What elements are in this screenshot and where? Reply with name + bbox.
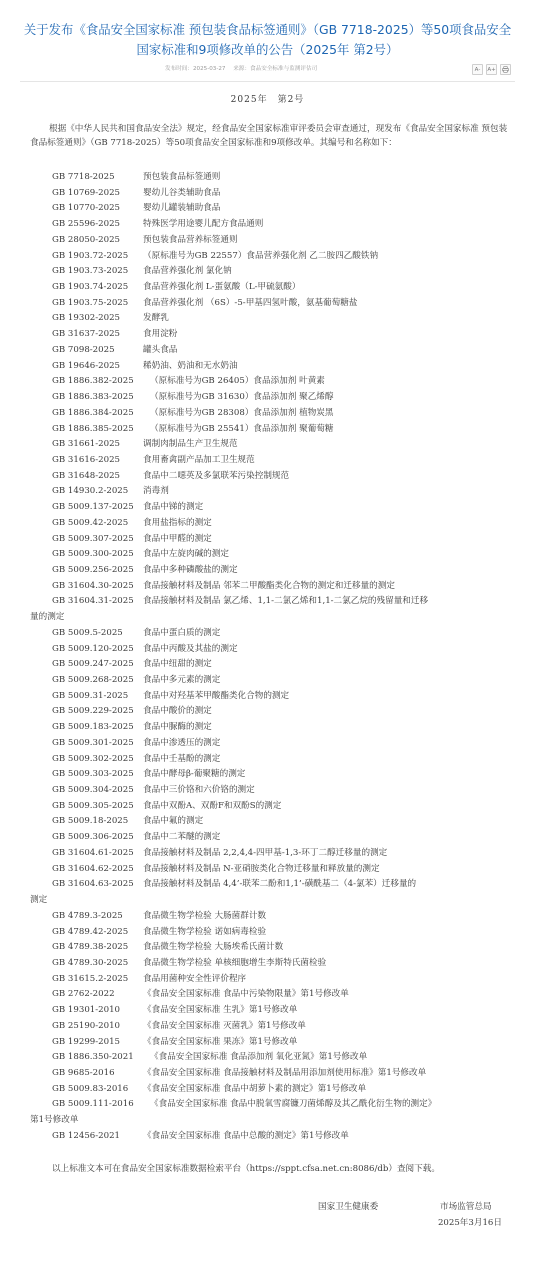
standard-code: GB 5009.31-2025 — [52, 690, 129, 701]
standard-name: 《食品安全国家标准 食品中胡萝卜素的测定》第1号修改单 — [143, 1083, 367, 1094]
standard-code: GB 5009.306-2025 — [52, 832, 134, 843]
standard-code: GB 5009.268-2025 — [52, 675, 134, 685]
standard-code: GB 12456-2021 — [52, 1130, 121, 1141]
standard-code: GB 5009.304-2025 — [52, 785, 134, 796]
list-item — [30, 704, 512, 720]
standard-name: 食品中氟的测定 — [143, 816, 204, 827]
standard-name: 食品中三价铬和六价铬的测定 — [143, 785, 255, 796]
signer-nhc: 国家卫生健康委 — [318, 1202, 379, 1212]
list-item — [30, 642, 512, 658]
list-item — [30, 877, 512, 893]
standard-name: 发酵乳 — [143, 313, 169, 324]
standard-name: （原标准号为GB 31630）食品添加剂 聚乙烯醇 — [150, 392, 334, 403]
font-decrease-button[interactable]: A- — [472, 64, 483, 75]
list-item — [30, 594, 512, 610]
standard-name: 特殊医学用途婴儿配方食品通则 — [143, 219, 264, 230]
standard-name: 《食品安全国家标准 食品接触材料及制品用添加剂使用标准》第1号修改单 — [143, 1067, 427, 1078]
standard-name: 消毒剂 — [143, 486, 169, 497]
standard-code: GB 1886.382-2025 — [52, 376, 134, 387]
standard-code: GB 4789.3-2025 — [52, 910, 123, 921]
standard-code: GB 31616-2025 — [52, 454, 121, 465]
standard-code: GB 31604.63-2025 — [52, 879, 134, 890]
standard-name: 食品中蛋白质的测定 — [143, 627, 221, 638]
list-item — [30, 956, 512, 972]
list-item — [30, 311, 512, 327]
standard-name: 食品接触材料及制品 N-亚硝胺类化合物迁移量和释放量的测定 — [143, 863, 380, 874]
standard-name: 食品中丙酸及其盐的测定 — [143, 643, 238, 654]
list-item — [30, 1129, 512, 1145]
standard-name: 食品中锑的测定 — [143, 502, 204, 513]
list-item — [30, 186, 512, 202]
header-divider — [20, 81, 515, 82]
standard-name: 《食品安全国家标准 食品添加剂 氧化亚氮》第1号修改单 — [150, 1052, 368, 1063]
list-item — [30, 374, 512, 390]
standard-name: 食品接触材料及制品 氯乙烯、1,1-二氯乙烯和1,1-二氯乙烷的残留量和迁移 — [143, 596, 429, 607]
standard-name: 食品微生物学检验 大肠埃希氏菌计数 — [143, 942, 284, 953]
list-item — [30, 437, 512, 453]
standard-name: 食品中酵母β-葡聚糖的测定 — [143, 769, 246, 780]
standard-code: GB 31604.61-2025 — [52, 847, 134, 858]
standard-name: 食用淀粉 — [143, 329, 178, 340]
standard-code: GB 1903.73-2025 — [52, 266, 129, 277]
standard-code: GB 5009.18-2025 — [52, 816, 129, 827]
list-item — [30, 249, 512, 265]
standard-name: 食品中多元素的测定 — [143, 675, 221, 685]
standard-name: （原标准号为GB 25541）食品添加剂 聚葡萄糖 — [150, 423, 334, 434]
list-item — [30, 1050, 512, 1066]
standard-code: GB 31648-2025 — [52, 470, 121, 481]
standard-name: 《食品安全国家标准 食品中污染物限量》第1号修改单 — [143, 989, 349, 1000]
standard-name: 食品中渗透压的测定 — [143, 737, 221, 748]
standard-code: GB 5009.302-2025 — [52, 753, 134, 764]
standard-code: GB 4789.38-2025 — [52, 942, 129, 953]
list-item — [30, 532, 512, 548]
list-item — [30, 862, 512, 878]
list-item — [30, 469, 512, 485]
article-tools — [472, 64, 511, 75]
list-item — [30, 343, 512, 359]
standard-name: 食品营养强化剂 （6S）-5-甲基四氢叶酸，氨基葡萄糖盐 — [143, 297, 358, 308]
standard-name: 第1号修改单 — [30, 1115, 79, 1126]
standard-code: GB 4789.30-2025 — [52, 957, 129, 968]
standard-code: GB 5009.247-2025 — [52, 659, 134, 670]
standard-name: 食品微生物学检验 单核细胞增生李斯特氏菌检验 — [143, 957, 327, 968]
standard-name: 《食品安全国家标准 灭菌乳》第1号修改单 — [143, 1020, 306, 1031]
standard-code: GB 7098-2025 — [52, 344, 115, 355]
list-item — [30, 170, 512, 186]
standards-list — [30, 170, 512, 1145]
standard-code: GB 1886.383-2025 — [52, 392, 134, 403]
list-item — [30, 846, 512, 862]
print-button[interactable] — [500, 64, 511, 75]
standard-code: GB 31604.30-2025 — [52, 580, 134, 591]
article-source: 来源：食品安全标准与监测评估司 — [233, 66, 318, 72]
list-item — [30, 972, 512, 988]
announcement-number: 2025年 第2号 — [230, 95, 305, 105]
article-meta — [165, 64, 323, 72]
standard-name: 预包装食品标签通则 — [143, 172, 221, 182]
standard-code: GB 5009.111-2016 — [52, 1099, 134, 1110]
article-title: 关于发布《食品安全国家标准 预包装食品标签通则》（GB 7718-2025）等50项食品安全国家标准和9项修改单的公告（2025年 第2号） — [23, 22, 512, 57]
publish-time: 发布时间：2025-03-27 — [165, 66, 226, 72]
standard-name: 食品中脲酶的测定 — [143, 722, 212, 733]
standard-name: 婴幼儿谷类辅助食品 — [143, 187, 221, 198]
standard-code: GB 19301-2010 — [52, 1005, 121, 1016]
list-item — [30, 453, 512, 469]
list-item — [30, 1082, 512, 1098]
standard-name: （原标准号为GB 22557）食品营养强化剂 乙二胺四乙酸铁钠 — [143, 250, 379, 261]
list-item — [30, 925, 512, 941]
list-item — [30, 673, 512, 689]
list-item — [30, 610, 512, 626]
list-item — [30, 689, 512, 705]
standard-code: GB 1886.350-2021 — [52, 1052, 134, 1063]
standard-code: GB 4789.42-2025 — [52, 926, 129, 937]
standard-name: 量的测定 — [30, 612, 65, 623]
list-item — [30, 264, 512, 280]
standard-name: 《食品安全国家标准 食品中总酸的测定》第1号修改单 — [143, 1130, 349, 1141]
list-item — [30, 422, 512, 438]
standard-name: 婴幼儿罐装辅助食品 — [143, 203, 221, 214]
list-item — [30, 720, 512, 736]
standard-code: GB 5009.42-2025 — [52, 517, 129, 528]
standard-code: GB 14930.2-2025 — [52, 486, 129, 497]
standard-name: 稀奶油、奶油和无水奶油 — [143, 360, 238, 371]
standard-code: GB 1903.72-2025 — [52, 250, 129, 261]
list-item — [30, 657, 512, 673]
list-item — [30, 909, 512, 925]
standard-name: 食用盐指标的测定 — [143, 517, 212, 528]
list-item — [30, 579, 512, 595]
signer-samr: 市场监管总局 — [440, 1202, 492, 1212]
standard-code: GB 5009.137-2025 — [52, 502, 134, 513]
list-item — [30, 814, 512, 830]
standard-name: 食品中双酚A、双酚F和双酚S的测定 — [143, 800, 282, 811]
standard-name: 《食品安全国家标准 果冻》第1号修改单 — [143, 1036, 298, 1047]
standard-name: 食品中左旋肉碱的测定 — [143, 549, 229, 560]
standard-code: GB 31604.62-2025 — [52, 863, 134, 874]
standard-name: 食品接触材料及制品 邻苯二甲酸酯类化合物的测定和迁移量的测定 — [143, 580, 395, 591]
list-item — [30, 390, 512, 406]
standard-name: 食品用菌种安全性评价程序 — [143, 973, 247, 984]
font-increase-button[interactable]: A+ — [486, 64, 497, 75]
standard-name: 食品中二噁英及多氯联苯污染控制规范 — [143, 470, 290, 481]
list-item — [30, 563, 512, 579]
list-item — [30, 1113, 512, 1129]
standard-name: 食品营养强化剂 氯化钠 — [143, 266, 232, 277]
standard-code: GB 5009.305-2025 — [52, 800, 134, 811]
list-item — [30, 484, 512, 500]
standard-code: GB 10770-2025 — [52, 203, 121, 214]
standard-name: （原标准号为GB 26405）食品添加剂 叶黄素 — [150, 376, 325, 387]
standard-code: GB 1903.75-2025 — [52, 297, 129, 308]
list-item — [30, 1035, 512, 1051]
standard-name: 调制肉制品生产卫生规范 — [143, 439, 238, 450]
standard-code: GB 19302-2025 — [52, 313, 121, 324]
standard-name: 食品中对羟基苯甲酸酯类化合物的测定 — [143, 690, 290, 701]
list-item — [30, 940, 512, 956]
standard-name: （原标准号为GB 28308）食品添加剂 植物炭黑 — [150, 407, 334, 418]
standard-code: GB 25190-2010 — [52, 1020, 121, 1031]
list-item — [30, 987, 512, 1003]
standard-code: GB 2762-2022 — [52, 989, 115, 1000]
standard-name: 食品营养强化剂 L-蛋氨酸（L-甲硫氨酸） — [143, 282, 301, 293]
list-item — [30, 327, 512, 343]
standard-code: GB 31637-2025 — [52, 329, 121, 340]
list-item — [30, 201, 512, 217]
standard-code: GB 5009.307-2025 — [52, 533, 134, 544]
standard-code: GB 31661-2025 — [52, 439, 121, 450]
standard-name: 预包装食品营养标签通则 — [143, 234, 238, 245]
standard-name: 食品中壬基酚的测定 — [143, 753, 221, 764]
list-item — [30, 547, 512, 563]
standard-code: GB 1886.385-2025 — [52, 423, 134, 434]
standard-code: GB 5009.229-2025 — [52, 706, 134, 717]
standard-name: 《食品安全国家标准 生乳》第1号修改单 — [143, 1005, 298, 1016]
standard-name: 食品微生物学检验 诺如病毒检验 — [143, 926, 267, 937]
standard-code: GB 28050-2025 — [52, 234, 121, 245]
list-item — [30, 626, 512, 642]
standard-code: GB 31615.2-2025 — [52, 973, 129, 984]
standard-name: 罐头食品 — [143, 344, 178, 355]
list-item — [30, 1019, 512, 1035]
list-item — [30, 752, 512, 768]
list-item — [30, 783, 512, 799]
printer-icon — [502, 66, 509, 73]
standard-code: GB 5009.256-2025 — [52, 564, 134, 575]
list-item — [30, 516, 512, 532]
list-item — [30, 406, 512, 422]
list-item — [30, 736, 512, 752]
standard-code: GB 25596-2025 — [52, 219, 121, 230]
list-item — [30, 359, 512, 375]
standard-name: 测定 — [30, 895, 48, 906]
list-item — [30, 1066, 512, 1082]
standard-code: GB 7718-2025 — [52, 172, 115, 182]
list-item — [30, 500, 512, 516]
intro-paragraph: 根据《中华人民共和国食品安全法》规定，经食品安全国家标准审评委员会审查通过，现发布《食品安全国家标准 预包装食品标签通则》（GB 7718-2025）等50项食品安全国家标准和9项修改单。其编号和名称如下： — [30, 124, 508, 148]
list-item — [30, 893, 512, 909]
standard-name: 食品中多种磷酸盐的测定 — [143, 564, 238, 575]
standard-code: GB 5009.300-2025 — [52, 549, 134, 560]
standard-code: GB 19299-2015 — [52, 1036, 121, 1047]
download-note: 以上标准文本可在食品安全国家标准数据检索平台（https://sppt.cfsa.net.cn:8086/db）查阅下载。 — [52, 1164, 440, 1174]
standard-name: 《食品安全国家标准 食品中脱氧雪腐镰刀菌烯醇及其乙酰化衍生物的测定》 — [150, 1099, 437, 1110]
standard-code: GB 19646-2025 — [52, 360, 121, 371]
standard-name: 食品中二苯醚的测定 — [143, 832, 221, 843]
standard-name: 食品接触材料及制品 2,2,4,4-四甲基-1,3-环丁二醇迁移量的测定 — [143, 847, 388, 858]
standard-code: GB 10769-2025 — [52, 187, 121, 198]
standard-code: GB 5009.120-2025 — [52, 643, 134, 654]
list-item — [30, 799, 512, 815]
list-item — [30, 280, 512, 296]
list-item — [30, 1003, 512, 1019]
list-item — [30, 233, 512, 249]
list-item — [30, 217, 512, 233]
standard-code: GB 5009.5-2025 — [52, 627, 123, 638]
standard-code: GB 5009.83-2016 — [52, 1083, 129, 1094]
standard-code: GB 1886.384-2025 — [52, 407, 134, 418]
standard-code: GB 9685-2016 — [52, 1067, 115, 1078]
sign-date: 2025年3月16日 — [437, 1218, 502, 1228]
standard-code: GB 31604.31-2025 — [52, 596, 134, 607]
list-item — [30, 767, 512, 783]
standard-name: 食用畜禽副产品加工卫生规范 — [143, 454, 255, 465]
standard-name: 食品中酸价的测定 — [143, 706, 212, 717]
standard-name: 食品中甲醛的测定 — [143, 533, 212, 544]
standard-code: GB 5009.183-2025 — [52, 722, 134, 733]
list-item — [30, 296, 512, 312]
standard-name: 食品接触材料及制品 4,4’-联苯二酚和1,1’-磺酰基二（4-氯苯）迁移量的 — [143, 879, 417, 890]
standard-code: GB 5009.301-2025 — [52, 737, 134, 748]
list-item — [30, 1097, 512, 1113]
standard-name: 食品中纽甜的测定 — [143, 659, 212, 670]
standard-code: GB 5009.303-2025 — [52, 769, 134, 780]
standard-name: 食品微生物学检验 大肠菌群计数 — [143, 910, 267, 921]
list-item — [30, 830, 512, 846]
standard-code: GB 1903.74-2025 — [52, 282, 129, 293]
